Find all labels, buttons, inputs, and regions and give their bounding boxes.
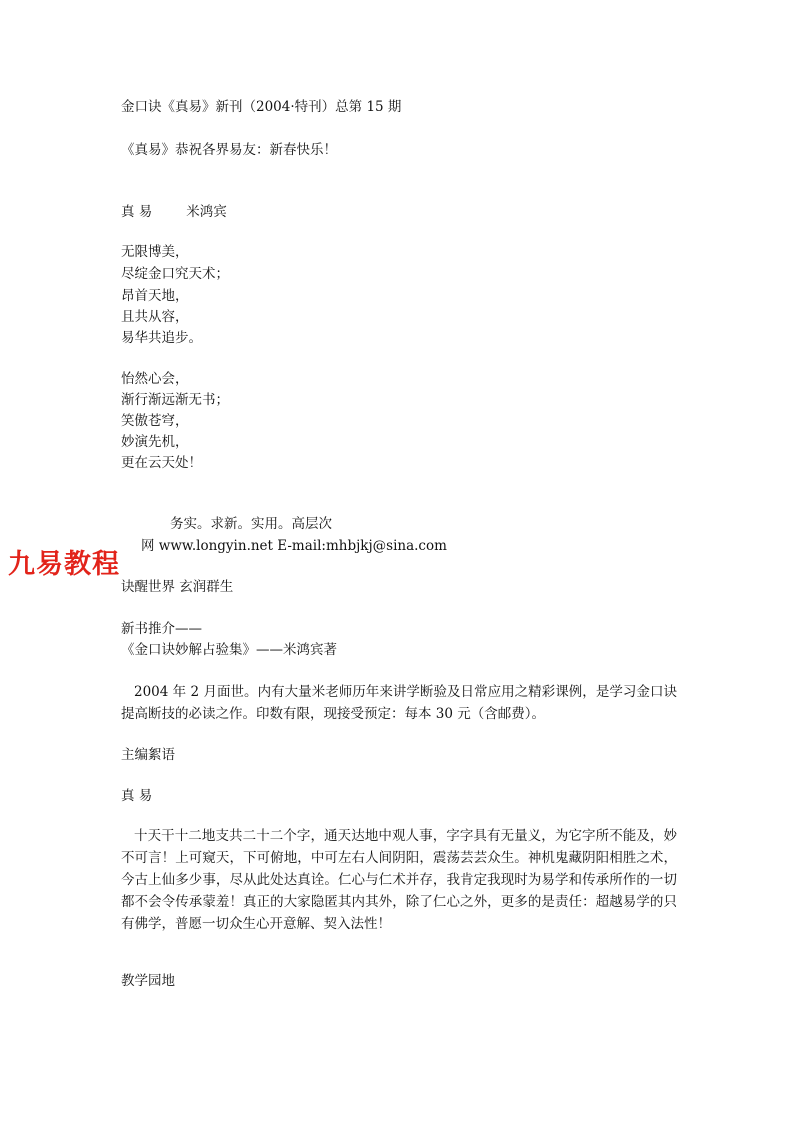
poem-line: 笑傲苍穹， (121, 413, 189, 429)
poem-line: 尽绽金口究天术； (121, 266, 229, 282)
new-book-description: 2004 年 2 月面世。内有大量米老师历年来讲学断验及日常应用之精彩课例，是学习金口诀提高断技的必读之作。印数有限，现接受预定：每本 30 元（含邮费）。 (121, 684, 677, 722)
poem-line: 怡然心会， (121, 371, 189, 387)
contact-line: 网 www.longyin.net E-mail:mhbjkj@sina.com (141, 538, 447, 554)
poem-line: 渐行渐远渐无书； (121, 392, 229, 408)
poem-title: 真 易 (121, 204, 153, 220)
new-book-label: 新书推介—— (121, 621, 202, 637)
poem-author: 米鸿宾 (186, 204, 227, 220)
poem-line: 更在云天处！ (121, 455, 202, 471)
issue-line: 金口诀《真易》新刊（2004·特刊）总第 15 期 (121, 99, 402, 115)
slogan: 诀醒世界 玄润群生 (121, 579, 234, 595)
new-book-title: 《金口诀妙解占验集》——米鸿宾著 (121, 642, 337, 658)
poem-line: 妙演先机， (121, 434, 189, 450)
motto: 务实。求新。实用。高层次 (170, 516, 332, 532)
poem-line: 昂首天地， (121, 288, 189, 304)
watermark-logo: 九易教程 (8, 549, 120, 580)
editor-body: 十天干十二地支共二十二个字，通天达地中观人事，字字具有无量义，为它字所不能及，妙不可言！上可窥天，下可俯地，中可左右人间阴阳，震荡芸芸众生。神机鬼藏阴阳相胜之术，今古上仙多少事，尽从此处达真诠。仁心与仁术并存，我肯定我现时为易学和传承所作的一切都不会令传承蒙羞！真正的大家隐匿其内其外，除了仁心之外，更多的是责任：超越易学的只有佛学，普愿一切众生心开意解、契入法性！ (121, 828, 677, 932)
poem-line: 易华共追步。 (121, 330, 202, 346)
poem-line: 无限博美， (121, 244, 189, 260)
editor-label: 主编絮语 (121, 747, 175, 763)
section-heading: 教学园地 (121, 973, 175, 989)
editor-subtitle: 真 易 (121, 788, 153, 804)
poem-line: 且共从容， (121, 309, 189, 325)
greeting: 《真易》恭祝各界易友：新春快乐！ (121, 142, 337, 158)
poem-heading (121, 202, 227, 222)
